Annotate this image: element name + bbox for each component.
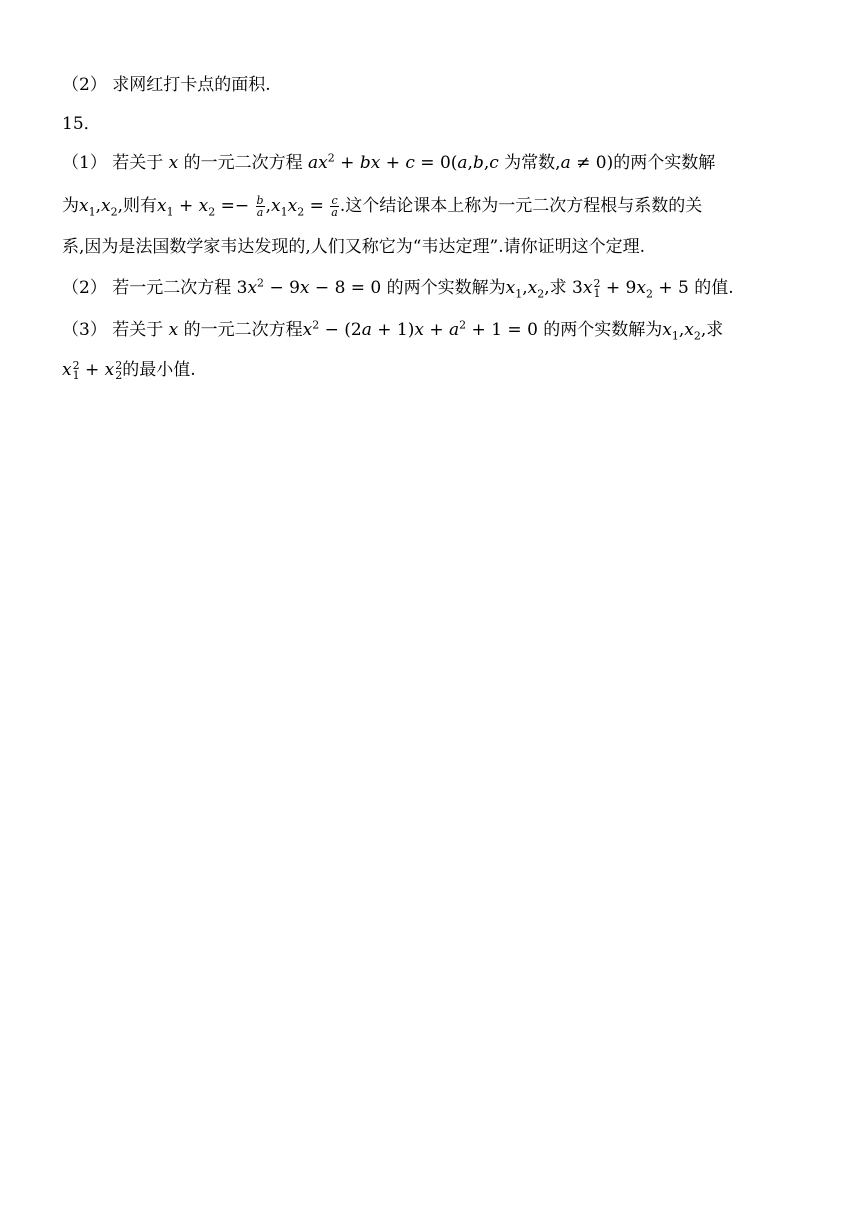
question-14-part-2: （2） 求网红打卡点的面积. [62,75,271,95]
question-15-number: 15． [62,114,101,134]
fraction-b-over-a: $\frac{b}{a}$ [256,194,264,219]
question-15-part-1-line-1: （1） 若关于 x 的一元二次方程 $ax^2$ + bx + c = 0(a,b,c 为常数,a ≠ 0)的两个实数解 [62,151,716,173]
question-15-part-2: （2） 若一元二次方程 $3x^2 - 9x - 8 = 0$ 的两个实数解为$x_1,x_2$,求 3x 2 1 + $9x_2 + 5$ 的值. [62,276,734,301]
fraction-c-over-a: $\frac{c}{a}$ [331,194,338,219]
question-15-part-1-line-2: 为$x_1,x_2$,则有$x_1 + x_2$ =− $\frac{b}{a}$ $,x_1x_2$ = $\frac{c}{a}$ .这个结论课本上称为一元二次方程根与系数的关 [62,194,703,219]
question-15-part-3-line-2: x 2 1 + x 2 2 的最小值. [62,358,196,382]
question-15-part-1-line-3: 系,因为是法国数学家韦达发现的,人们又称它为“韦达定理”.请你证明这个定理. [62,237,645,257]
question-15-part-3-line-1: （3） 若关于 x 的一元二次方程$x^2 - (2a + 1)x + a^2 + 1 = 0$ 的两个实数解为$x_1,x_2$,求 [62,318,724,343]
